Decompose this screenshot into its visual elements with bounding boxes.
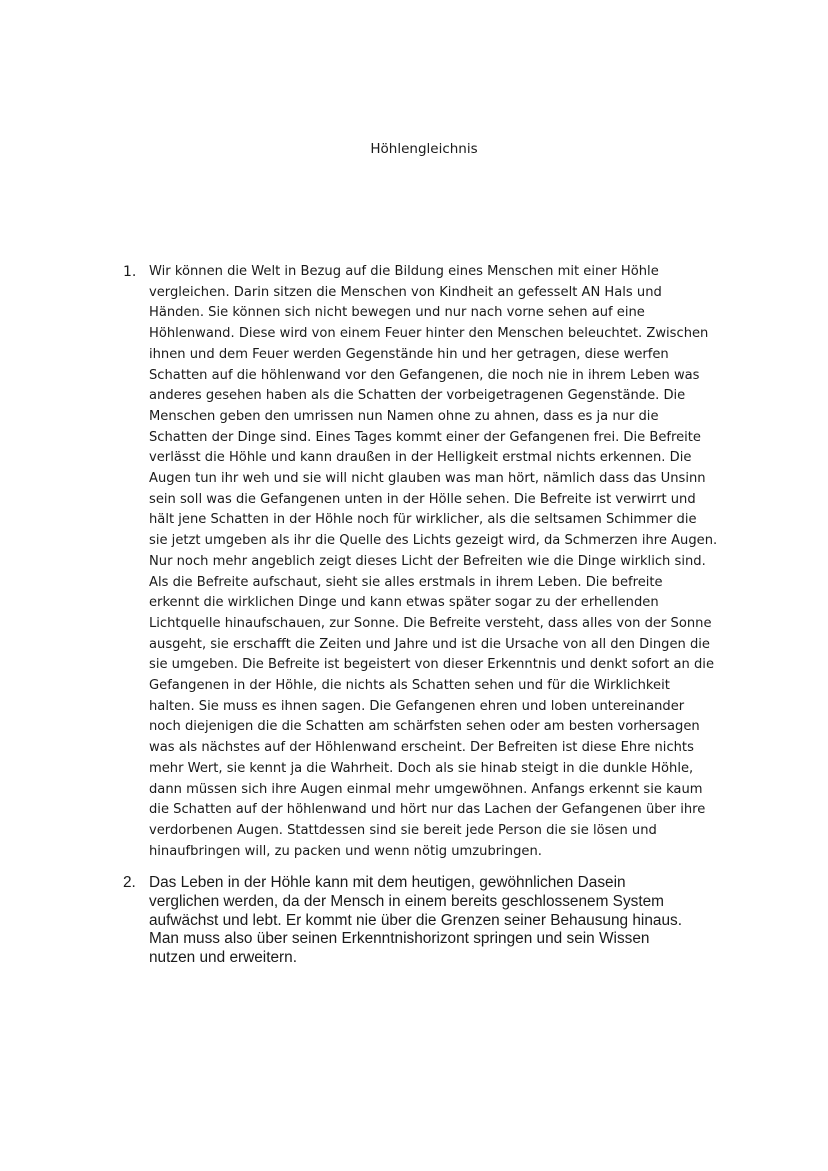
list-item-text bbox=[149, 262, 743, 862]
text-line: Nur noch mehr angeblich zeigt dieses Licht der Befreiten wie die Dinge wirklich sind. bbox=[149, 553, 706, 569]
text-line: halten. Sie muss es ihnen sagen. Die Gefangenen ehren und loben untereinander bbox=[149, 698, 685, 714]
text-line: ihnen und dem Feuer werden Gegenstände hin und her getragen, diese werfen bbox=[149, 346, 669, 362]
list-item-number: 2. bbox=[123, 874, 136, 891]
text-line: dann müssen sich ihre Augen einmal mehr umgewöhnen. Anfangs erkennt sie kaum bbox=[149, 781, 703, 797]
text-line: Augen tun ihr weh und sie will nicht glauben was man hört, nämlich dass das Unsinn bbox=[149, 471, 706, 487]
text-line: sie jetzt umgeben als ihr die Quelle des Lichts gezeigt wird, da Schmerzen ihre Augen. bbox=[149, 533, 718, 549]
text-line: verglichen werden, da der Mensch in einem bereits geschlossenem System bbox=[149, 892, 664, 910]
text-line: nutzen und erweitern. bbox=[149, 949, 298, 967]
text-line: sie umgeben. Die Befreite ist begeistert von dieser Erkenntnis und denkt sofort an die bbox=[149, 657, 715, 673]
text-line: vergleichen. Darin sitzen die Menschen von Kindheit an gefesselt AN Hals und bbox=[149, 284, 662, 300]
list-item-number: 1. bbox=[123, 264, 137, 280]
text-line: Wir können die Welt in Bezug auf die Bildung eines Menschen mit einer Höhle bbox=[149, 264, 659, 279]
text-line: Schatten auf die höhlenwand vor den Gefangenen, die noch nie in ihrem Leben was bbox=[149, 367, 700, 383]
text-line: Das Leben in der Höhle kann mit dem heutigen, gewöhnlichen Dasein bbox=[149, 874, 626, 891]
text-line: Händen. Sie können sich nicht bewegen und nur nach vorne sehen auf eine bbox=[149, 305, 645, 321]
document-title: Höhlengleichnis bbox=[370, 141, 478, 157]
text-line: anderes gesehen haben als die Schatten der vorbeigetragenen Gegenstände. Die bbox=[149, 388, 686, 404]
text-line: erkennt die wirklichen Dinge und kann etwas später sogar zu der erhellenden bbox=[149, 595, 659, 611]
text-line: hält jene Schatten in der Höhle noch für wirklicher, als die seltsamen Schimmer die bbox=[149, 512, 697, 528]
text-line: Man muss also über seinen Erkenntnishorizont springen und sein Wissen bbox=[149, 930, 650, 948]
text-line: Gefangenen in der Höhle, die nichts als Schatten sehen und für die Wirklichkeit bbox=[149, 678, 670, 694]
text-line: Als die Befreite aufschaut, sieht sie alles erstmals in ihrem Leben. Die befreite bbox=[149, 574, 663, 590]
text-line: noch diejenigen die die Schatten am schärfsten sehen oder am besten vorhersagen bbox=[149, 719, 700, 735]
text-line: verlässt die Höhle und kann draußen in der Helligkeit erstmal nichts erkennen. Die bbox=[149, 450, 692, 466]
text-line: Lichtquelle hinaufschauen, zur Sonne. Die Befreite versteht, dass alles von der Sonne bbox=[149, 615, 712, 631]
list-item-text bbox=[149, 874, 743, 968]
text-line: hinaufbringen will, zu packen und wenn nötig umzubringen. bbox=[149, 843, 542, 859]
text-line: Menschen geben den umrissen nun Namen ohne zu ahnen, dass es ja nur die bbox=[149, 408, 659, 424]
text-line: Schatten der Dinge sind. Eines Tages kommt einer der Gefangenen frei. Die Befreite bbox=[149, 429, 701, 445]
text-line: sein soll was die Gefangenen unten in der Hölle sehen. Die Befreite ist verwirrt und bbox=[149, 491, 696, 507]
text-line: aufwächst und lebt. Er kommt nie über die Grenzen seiner Behausung hinaus. bbox=[149, 911, 682, 929]
text-line: ausgeht, sie erschafft die Zeiten und Jahre und ist die Ursache von all den Dingen die bbox=[149, 636, 710, 652]
text-line: Höhlenwand. Diese wird von einem Feuer hinter den Menschen beleuchtet. Zwischen bbox=[149, 326, 709, 342]
text-line: mehr Wert, sie kennt ja die Wahrheit. Doch als sie hinab steigt in die dunkle Höhle, bbox=[149, 760, 694, 776]
text-line: die Schatten auf der höhlenwand und hört nur das Lachen der Gefangenen über ihre bbox=[149, 802, 706, 818]
text-line: verdorbenen Augen. Stattdessen sind sie bereit jede Person die sie lösen und bbox=[149, 822, 657, 838]
text-line: was als nächstes auf der Höhlenwand erscheint. Der Befreiten ist diese Ehre nichts bbox=[149, 740, 694, 756]
